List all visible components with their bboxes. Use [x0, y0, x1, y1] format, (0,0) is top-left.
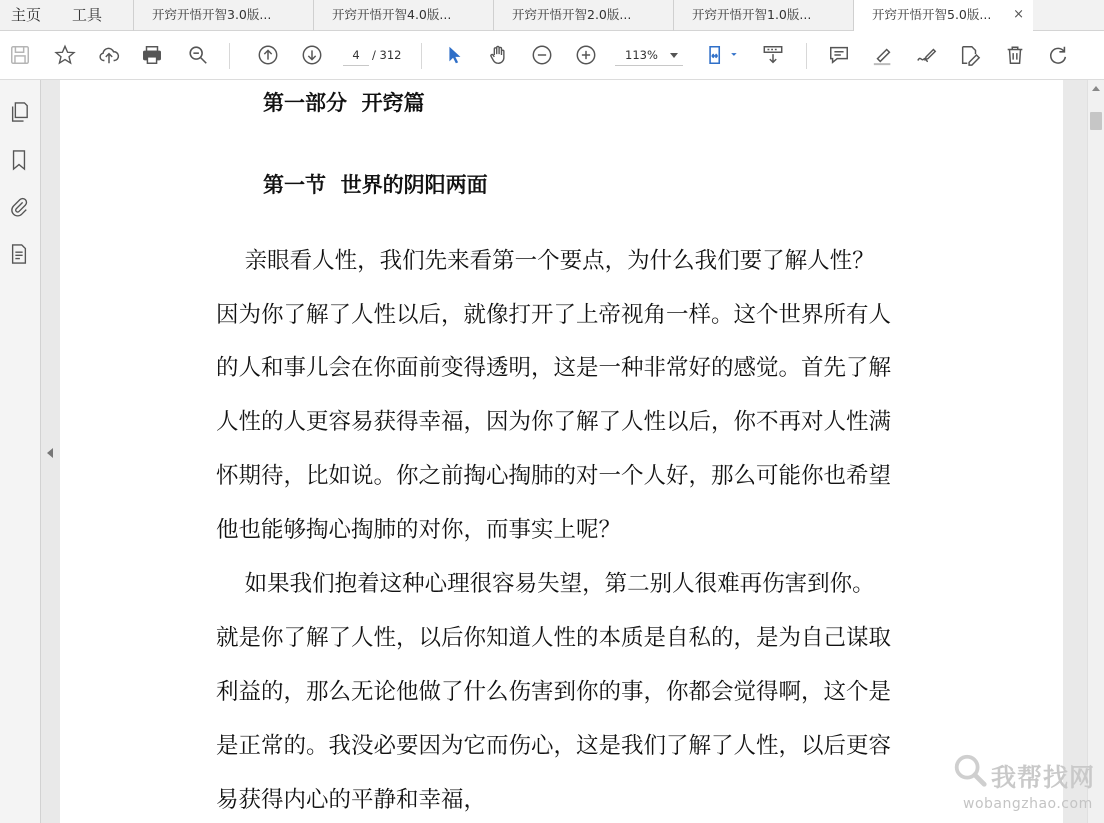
rotate-icon[interactable] — [1046, 43, 1070, 67]
body-line: 他也能够掏心掏肺的对你，而事实上呢？ — [216, 517, 622, 543]
watermark-url: wobangzhao.com — [963, 796, 1093, 812]
tools-link[interactable]: 工具 — [72, 6, 103, 24]
star-icon[interactable] — [53, 43, 77, 67]
tab-label: 开窍开悟开智1.0版... — [692, 7, 812, 22]
tab-document-active[interactable] — [853, 0, 1033, 32]
sign-icon[interactable] — [915, 43, 939, 67]
body-line: 人性的人更容易获得幸福，因为你了解了人性以后，你不再对人性满 — [216, 409, 892, 435]
scroll-mode-icon[interactable] — [761, 43, 785, 67]
body-line: 怀期待，比如说。你之前掏心掏肺的对一个人好，那么可能你也希望 — [216, 463, 892, 489]
page-number-input[interactable]: 4 — [343, 44, 369, 66]
hand-icon[interactable] — [486, 43, 510, 67]
document-properties-icon[interactable] — [8, 242, 30, 266]
tab-document[interactable] — [313, 0, 493, 31]
page-up-icon[interactable] — [256, 43, 280, 67]
toolbar-divider — [229, 43, 230, 69]
scroll-up-icon[interactable] — [1092, 86, 1100, 91]
zoom-select[interactable] — [615, 44, 683, 66]
chevron-down-icon[interactable] — [670, 53, 678, 58]
body-line: 易获得内心的平静和幸福， — [216, 787, 487, 813]
delete-icon[interactable] — [1003, 43, 1027, 67]
attachment-icon[interactable] — [8, 194, 30, 218]
tab-label: 开窍开悟开智3.0版... — [152, 7, 272, 22]
comment-icon[interactable] — [827, 43, 851, 67]
print-icon[interactable] — [140, 43, 164, 67]
body-line: 是正常的。我没必要因为它而伤心，这是我们了解了人性，以后更容 — [216, 733, 892, 759]
magnifier-logo-icon — [951, 752, 989, 790]
page-down-icon[interactable] — [300, 43, 324, 67]
edit-pdf-icon[interactable] — [958, 43, 982, 67]
close-tab-icon[interactable]: × — [1013, 7, 1024, 22]
tab-document[interactable] — [133, 0, 313, 31]
body-line: 的人和事儿会在你面前变得透明，这是一种非常好的感觉。首先了解 — [216, 355, 892, 381]
bookmark-icon[interactable] — [8, 148, 30, 172]
document-viewport[interactable] — [41, 80, 1087, 823]
home-link[interactable]: 主页 — [11, 6, 42, 24]
navigation-panel — [0, 80, 41, 823]
body-line: 就是你了解了人性，以后你知道人性的本质是自私的，是为自己谋取 — [216, 625, 892, 651]
save-icon[interactable] — [8, 43, 32, 67]
cloud-upload-icon[interactable] — [97, 43, 121, 67]
pages-icon[interactable] — [8, 100, 30, 124]
body-line: 因为你了解了人性以后，就像打开了上帝视角一样。这个世界所有人 — [216, 302, 892, 328]
zoom-search-icon[interactable] — [186, 43, 210, 67]
zoom-out-icon[interactable] — [530, 43, 554, 67]
collapse-panel-icon[interactable] — [47, 448, 53, 458]
toolbar-divider — [421, 43, 422, 69]
zoom-in-icon[interactable] — [574, 43, 598, 67]
tab-label: 开窍开悟开智2.0版... — [512, 7, 632, 22]
body-line: 利益的，那么无论他做了什么伤害到你的事，你都会觉得啊，这个是 — [216, 679, 892, 705]
body-line: 亲眼看人性，我们先来看第一个要点，为什么我们要了解人性？ — [216, 248, 875, 274]
toolbar — [0, 31, 1104, 80]
fit-page-icon[interactable] — [705, 43, 739, 67]
page-total: / 312 — [372, 48, 402, 62]
watermark — [951, 752, 1101, 818]
select-arrow-icon[interactable] — [442, 43, 466, 67]
watermark-name: 我帮找网 — [991, 763, 1096, 792]
tab-label: 开窍开悟开智4.0版... — [332, 7, 452, 22]
part-heading: 第一部分 开窍篇 — [263, 91, 425, 115]
tab-document[interactable] — [673, 0, 853, 31]
pdf-page — [60, 80, 1063, 823]
highlight-icon[interactable] — [871, 43, 895, 67]
tab-document[interactable] — [493, 0, 673, 31]
scrollbar-thumb[interactable] — [1090, 112, 1102, 130]
section-heading: 第一节 世界的阴阳两面 — [263, 173, 488, 197]
toolbar-divider — [806, 43, 807, 69]
zoom-value: 113% — [625, 48, 658, 62]
vertical-scrollbar[interactable] — [1087, 80, 1104, 823]
tab-bar — [0, 0, 1104, 31]
tab-label: 开窍开悟开智5.0版... — [872, 7, 992, 22]
body-line: 如果我们抱着这种心理很容易失望，第二别人很难再伤害到你。 — [216, 571, 875, 597]
